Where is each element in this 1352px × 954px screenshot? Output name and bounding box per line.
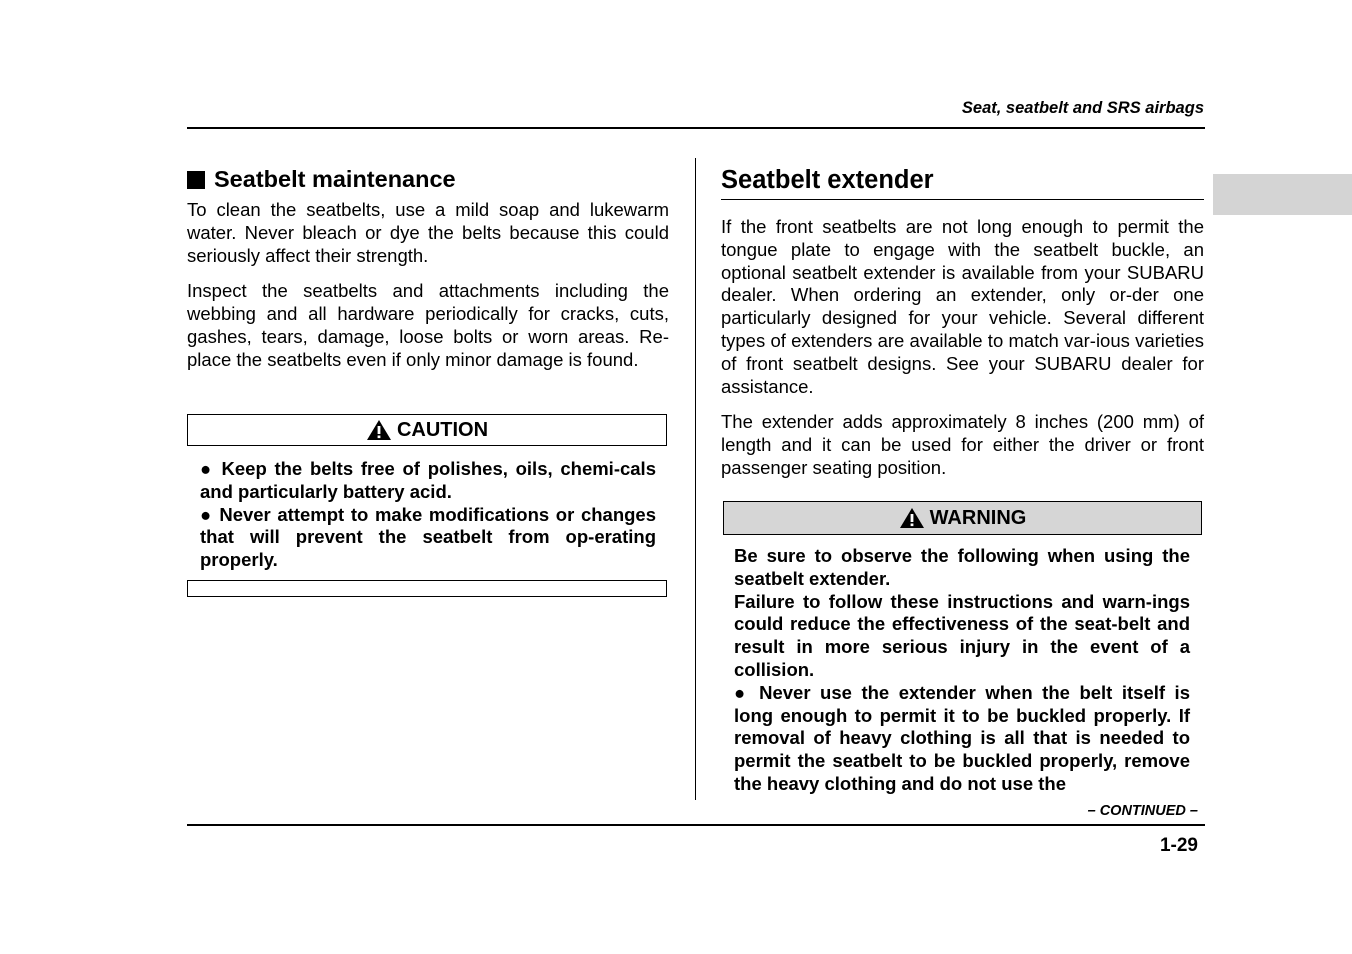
extender-section <box>721 166 1204 480</box>
warning-item <box>734 682 1190 796</box>
warning-intro: Be sure to observe the following when using the seatbelt extender. <box>734 545 1190 589</box>
square-bullet-icon <box>187 171 205 189</box>
bullet-icon: ● <box>734 681 760 703</box>
maintenance-heading <box>187 166 669 193</box>
caution-end-bar <box>187 580 667 597</box>
maintenance-paragraph: Inspect the seatbelts and attachments including the webbing and all hardware periodically for cracks, cuts, gashes, tears, damage, loose bolts or worn areas. Re-place the seatbelts even if only minor damage is found. <box>187 280 669 370</box>
warning-banner <box>723 501 1202 535</box>
warning-triangle-icon <box>899 507 925 529</box>
warning-label: WARNING <box>929 506 1027 529</box>
column-divider <box>695 158 696 800</box>
maintenance-section <box>187 166 669 372</box>
extender-paragraph: The extender adds approximately 8 inches (200 mm) of length and it can be used for either the driver or front passenger seating position. <box>721 411 1204 478</box>
section-title: Seat, seatbelt and SRS airbags <box>961 99 1204 117</box>
caution-item-text: Keep the belts free of polishes, oils, chemi-cals and particularly battery acid. <box>200 458 656 502</box>
caution-banner <box>187 414 667 446</box>
continued-note: – CONTINUED – <box>1087 803 1198 819</box>
caution-item <box>200 458 656 504</box>
header-rule <box>187 127 1205 129</box>
maintenance-heading-text: Seatbelt maintenance <box>214 166 456 192</box>
chapter-tab <box>1213 174 1352 215</box>
bullet-icon: ● <box>200 458 222 479</box>
maintenance-paragraph: To clean the seatbelts, use a mild soap and lukewarm water. Never bleach or dye the belts because this could seriously affect their strength. <box>187 199 669 266</box>
footer-rule <box>187 824 1205 826</box>
warning-item-text: Never use the extender when the belt itself is long enough to permit it to be buckled properly. If removal of heavy clothing is all that is needed to permit the seatbelt to be buckled properly, remove the heavy clothing and do not use the <box>734 681 1190 794</box>
warning-consequence: Failure to follow these instructions and warn-ings could reduce the effectiveness of the seat-belt and result in more serious injury in the event of a collision. <box>734 590 1190 680</box>
warning-body <box>734 545 1190 796</box>
caution-list <box>200 458 656 572</box>
caution-item <box>200 504 656 572</box>
caution-item-text: Never attempt to make modifications or changes that will prevent the seatbelt from op-erating properly. <box>200 503 656 571</box>
caution-label: CAUTION <box>396 418 489 441</box>
extender-paragraph: If the front seatbelts are not long enough to permit the tongue plate to engage with the seatbelt buckle, an optional seatbelt extender is available from your SUBARU dealer. When ordering an extender, only or-der one particularly designed for your vehicle. Several different types of extenders are available to match var-ious varieties of front seatbelt designs. See your SUBARU dealer for assistance. <box>721 216 1204 397</box>
bullet-icon: ● <box>200 503 220 525</box>
warning-triangle-icon <box>366 419 392 441</box>
page-number: 1-29 <box>1159 835 1198 856</box>
extender-heading: Seatbelt extender <box>721 166 1204 200</box>
